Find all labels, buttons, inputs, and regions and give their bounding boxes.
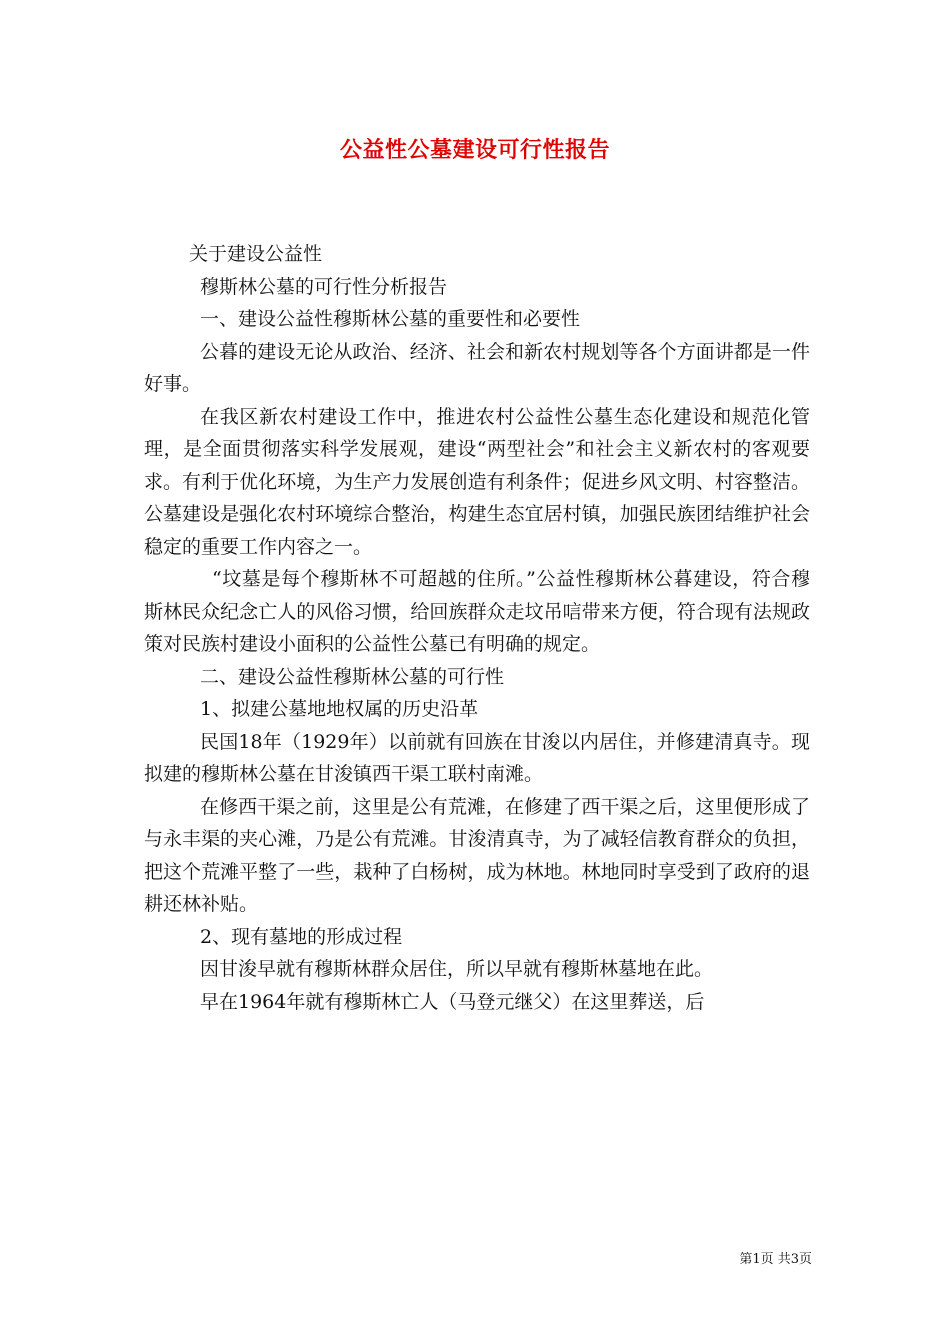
paragraph-heading-line-2: 穆斯林公墓的可行性分析报告 xyxy=(200,275,448,298)
document-body xyxy=(144,238,810,1018)
paragraph: 在修西干渠之前，这里是公有荒滩，在修建了西干渠之后，这里便形成了与永丰渠的夹心滩，乃是公有荒滩。甘浚清真寺，为了减轻信教育群众的负担，把这个荒滩平整了一些，栽种了白杨树，成为林地。林地同时享受到了政府的退耕还林补贴。 xyxy=(144,795,810,915)
section-heading-2: 二、建设公益性穆斯林公墓的可行性 xyxy=(200,665,505,688)
paragraph: 民国18年（1929年）以前就有回族在甘浚以内居住，并修建清真寺。现拟建的穆斯林公墓在甘浚镇西干渠工联村南滩。 xyxy=(144,730,810,785)
document-title: 公益性公墓建设可行性报告 xyxy=(339,137,610,163)
paragraph: 公暮的建设无论从政治、经济、社会和新农村规划等各个方面讲都是一件好事。 xyxy=(144,340,810,395)
paragraph: 早在1964年就有穆斯林亡人（马登元继父）在这里葬送，后 xyxy=(200,990,705,1013)
paragraph: 因甘浚早就有穆斯林群众居住，所以早就有穆斯林墓地在此。 xyxy=(200,958,714,980)
page-number: 第1页 共3页 xyxy=(739,1252,812,1267)
subsection-heading-2: 2、现有墓地的形成过程 xyxy=(200,925,403,948)
paragraph: 在我区新农村建设工作中，推进农村公益性公墓生态化建设和规范化管理，是全面贯彻落实科学发展观，建设“两型社会”和社会主义新农村的客观要求。有利于优化环境，为生产力发展创造有利条件；促进乡风文明、村容整洁。公墓建设是强化农村环境综合整治，构建生态宜居村镇，加强民族团结维护社会稳定的重要工作内容之一。 xyxy=(144,405,810,558)
paragraph-heading-line-1: 关于建设公益性 xyxy=(189,243,323,265)
paragraph: “坟墓是每个穆斯林不可超越的住所。”公益性穆斯林公暮建设，符合穆斯林民众纪念亡人的风俗习惯，给回族群众走坟吊唁带来方便，符合现有法规政策对民族村建设小面积的公益性公墓已有明确的规定。 xyxy=(144,568,810,655)
subsection-heading-1: 1、拟建公墓地地权属的历史沿革 xyxy=(200,698,479,720)
section-heading-1: 一、建设公益性穆斯林公墓的重要性和必要性 xyxy=(200,308,581,330)
